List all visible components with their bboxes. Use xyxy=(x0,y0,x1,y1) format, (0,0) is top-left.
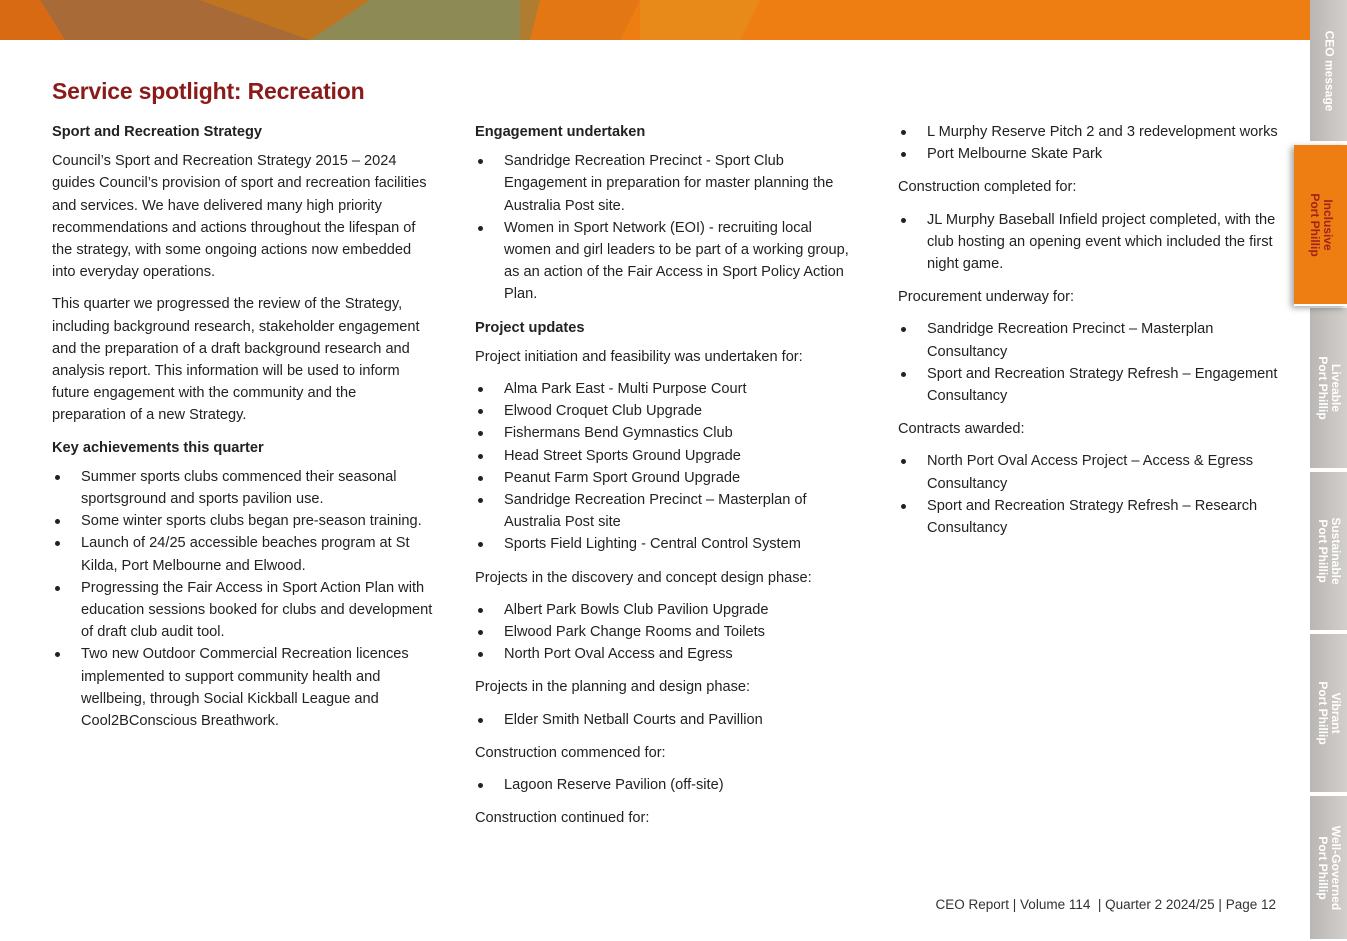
list-item: Elwood Park Change Rooms and Toilets xyxy=(475,621,860,643)
commenced-list xyxy=(475,774,860,796)
tab-sustainable-port-phillip[interactable] xyxy=(1310,472,1347,632)
procurement-intro: Procurement underway for: xyxy=(898,289,1075,306)
list-item: Some winter sports clubs began pre-season training. xyxy=(52,510,434,532)
commenced-intro: Construction commenced for: xyxy=(475,744,666,761)
engagement-list xyxy=(475,150,860,305)
list-item: Head Street Sports Ground Upgrade xyxy=(475,445,860,467)
list-item: Albert Park Bowls Club Pavilion Upgrade xyxy=(475,599,860,621)
achievements-list xyxy=(52,466,434,732)
list-item: Elwood Croquet Club Upgrade xyxy=(475,400,860,422)
tab-label: Inclusive Port Phillip xyxy=(1307,192,1335,257)
continued-intro: Construction continued for: xyxy=(475,810,650,827)
completed-intro: Construction completed for: xyxy=(898,179,1077,196)
procurement-list xyxy=(898,318,1280,407)
section-heading-strategy: Sport and Recreation Strategy xyxy=(52,124,263,140)
discovery-list xyxy=(475,599,860,666)
page-title: Service spotlight: Recreation xyxy=(52,78,365,104)
column-strategy xyxy=(52,121,434,743)
strategy-paragraph-2: This quarter we progressed the review of the Strategy, including background research, stakeholder engagement and the preparation of a draft background research and analysis report. This information will be used to inform future engagement with the community and the preparation of a new Strategy. xyxy=(52,296,420,424)
contracts-intro: Contracts awarded: xyxy=(898,421,1025,438)
list-item: Port Melbourne Skate Park xyxy=(898,143,1280,165)
list-item: Elder Smith Netball Courts and Pavillion xyxy=(475,709,860,731)
tab-liveable-port-phillip[interactable] xyxy=(1310,308,1347,470)
list-item: Two new Outdoor Commercial Recreation licences implemented to support community health and wellbeing, through Social Kickball League and Cool2BConscious Breathwork. xyxy=(52,643,434,732)
discovery-intro: Projects in the discovery and concept design phase: xyxy=(475,569,812,586)
tab-label: Liveable Port Phillip xyxy=(1315,356,1343,420)
page-footer: CEO Report | Volume 114 | Quarter 2 2024/25 | Page 12 xyxy=(935,897,1276,912)
list-item: Summer sports clubs commenced their seasonal sportsground and sports pavilion use. xyxy=(52,466,434,510)
section-heading-achievements: Key achievements this quarter xyxy=(52,439,264,456)
strategy-paragraph-1: Council’s Sport and Recreation Strategy 2015 – 2024 guides Council’s provision of sport and recreation facilities and services. We have delivered many high priority recommendations and actions throughout the lifespan of the strategy, with some ongoing actions now embedded into everyday operations. xyxy=(52,153,427,281)
list-item: Sandridge Recreation Precinct - Sport Club Engagement in preparation for master planning the Australia Post site. xyxy=(475,150,860,217)
planning-list xyxy=(475,709,860,731)
list-item: Sandridge Recreation Precinct – Masterplan of Australia Post site xyxy=(475,489,860,533)
banner-graphic xyxy=(0,0,1310,40)
tab-inclusive-port-phillip[interactable] xyxy=(1294,145,1347,306)
list-item: Sport and Recreation Strategy Refresh – Research Consultancy xyxy=(898,495,1280,539)
planning-intro: Projects in the planning and design phase: xyxy=(475,679,751,696)
list-item: North Port Oval Access Project – Access & Egress Consultancy xyxy=(898,450,1280,494)
list-item: Peanut Farm Sport Ground Upgrade xyxy=(475,467,860,489)
list-item: JL Murphy Baseball Infield project completed, with the club hosting an opening event which included the first night game. xyxy=(898,209,1280,276)
tab-ceo-message[interactable] xyxy=(1310,0,1347,143)
column-construction xyxy=(898,121,1280,550)
tab-label: Sustainable Port Phillip xyxy=(1315,517,1343,585)
list-item: Sports Field Lighting - Central Control System xyxy=(475,533,860,555)
tab-label: CEO message xyxy=(1322,30,1336,111)
completed-list xyxy=(898,209,1280,276)
tab-label: Vibrant Port Phillip xyxy=(1315,681,1343,745)
list-item: Progressing the Fair Access in Sport Action Plan with education sessions booked for clubs and development of draft club audit tool. xyxy=(52,577,434,644)
header-banner xyxy=(0,0,1310,40)
list-item: Lagoon Reserve Pavilion (off-site) xyxy=(475,774,860,796)
list-item: Launch of 24/25 accessible beaches program at St Kilda, Port Melbourne and Elwood. xyxy=(52,532,434,576)
list-item: Alma Park East - Multi Purpose Court xyxy=(475,378,860,400)
list-item: Sport and Recreation Strategy Refresh – Engagement Consultancy xyxy=(898,363,1280,407)
tab-well-governed-port-phillip[interactable] xyxy=(1310,796,1347,941)
continued-list xyxy=(898,121,1280,165)
tab-vibrant-port-phillip[interactable] xyxy=(1310,634,1347,794)
list-item: Sandridge Recreation Precinct – Masterplan Consultancy xyxy=(898,318,1280,362)
column-projects xyxy=(475,121,860,839)
list-item: North Port Oval Access and Egress xyxy=(475,643,860,665)
list-item: L Murphy Reserve Pitch 2 and 3 redevelopment works xyxy=(898,121,1280,143)
list-item: Women in Sport Network (EOI) - recruiting local women and girl leaders to be part of a working group, as an action of the Fair Access in Sport Policy Action Plan. xyxy=(475,217,860,306)
initiation-list xyxy=(475,378,860,556)
section-heading-project-updates: Project updates xyxy=(475,319,585,336)
initiation-intro: Project initiation and feasibility was undertaken for: xyxy=(475,348,803,365)
section-heading-engagement: Engagement undertaken xyxy=(475,124,646,140)
section-tabs xyxy=(1307,0,1347,941)
contracts-list xyxy=(898,450,1280,539)
list-item: Fishermans Bend Gymnastics Club xyxy=(475,422,860,444)
tab-label: Well-Governed Port Phillip xyxy=(1315,825,1343,910)
